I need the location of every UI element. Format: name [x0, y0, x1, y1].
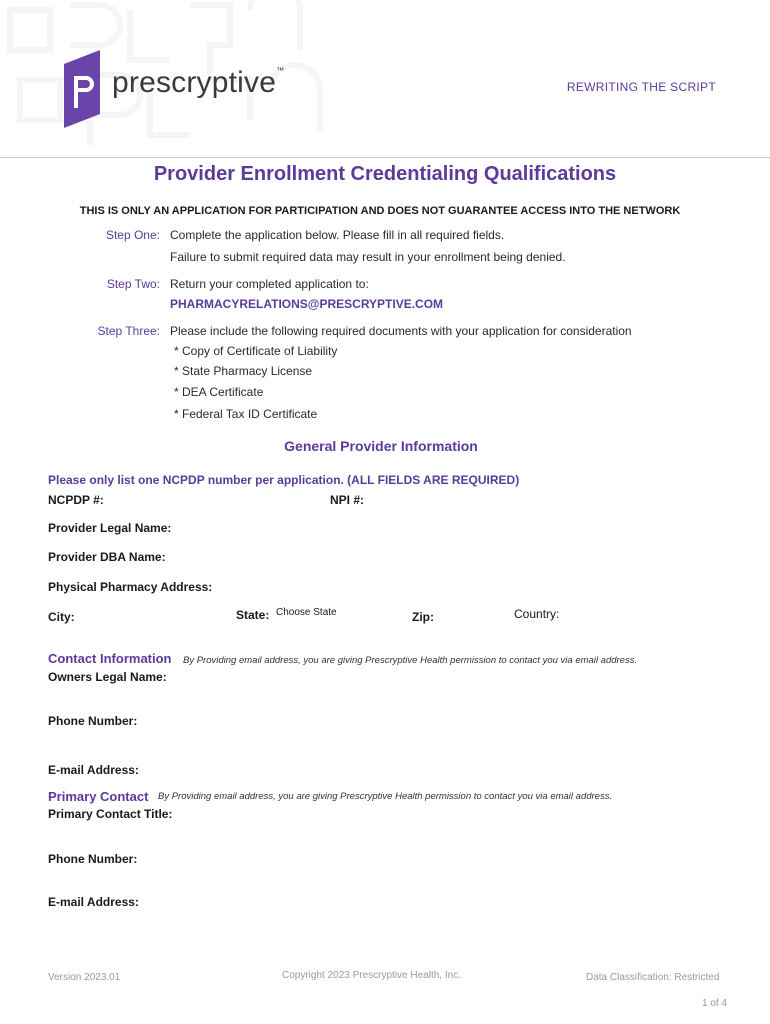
provider-legal-name-field[interactable]: Provider Legal Name: [48, 521, 172, 535]
header-divider [0, 157, 770, 158]
submission-email-link[interactable]: PHARMACYRELATIONS@PRESCRYPTIVE.COM [170, 297, 444, 311]
step-one-line2: Failure to submit required data may result in your enrollment being denied. [170, 250, 566, 264]
copyright-text: Copyright 2023 Prescryptive Health, Inc. [282, 970, 461, 981]
required-doc-item: * Federal Tax ID Certificate [174, 407, 318, 421]
provider-dba-name-field[interactable]: Provider DBA Name: [48, 550, 166, 564]
city-field[interactable]: City: [48, 610, 75, 624]
owners-legal-name-field[interactable]: Owners Legal Name: [48, 670, 167, 684]
contact-info-heading: Contact Information [48, 651, 172, 666]
tagline: REWRITING THE SCRIPT [566, 80, 716, 94]
step-three-label: Step Three: [97, 324, 160, 338]
primary-email-permission-note: By Providing email address, you are giving Prescryptive Health permission to contact you via email address. [158, 791, 613, 802]
ncpdp-note: Please only list one NCPDP number per application. (ALL FIELDS ARE REQUIRED) [48, 473, 520, 487]
prescryptive-logo-icon [58, 50, 106, 128]
page-number: 1 of 4 [702, 998, 728, 1009]
contact-email-field[interactable]: E-mail Address: [48, 763, 139, 777]
version-text: Version 2023.01 [48, 972, 121, 983]
required-doc-item: * DEA Certificate [174, 385, 264, 399]
primary-phone-field[interactable]: Phone Number: [48, 852, 138, 866]
npi-field-label[interactable]: NPI #: [330, 493, 365, 507]
step-one-line1: Complete the application below. Please fill in all required fields. [170, 228, 505, 242]
ncpdp-field-label[interactable]: NCPDP #: [48, 493, 104, 507]
page-header [0, 0, 770, 158]
notice-text: THIS IS ONLY AN APPLICATION FOR PARTICIPATION AND DOES NOT GUARANTEE ACCESS INTO THE NETWORK [79, 205, 681, 217]
primary-contact-heading: Primary Contact [48, 789, 149, 804]
country-field[interactable]: Country: [514, 607, 560, 621]
step-one-label: Step One: [105, 228, 160, 242]
primary-contact-title-field[interactable]: Primary Contact Title: [48, 807, 173, 821]
pharmacy-address-field[interactable]: Physical Pharmacy Address: [48, 580, 213, 594]
step-three-line1: Please include the following required documents with your application for consideration [170, 324, 632, 338]
general-info-heading: General Provider Information [284, 438, 478, 454]
step-two-label: Step Two: [106, 277, 160, 291]
zip-field[interactable]: Zip: [412, 610, 434, 624]
page-title: Provider Enrollment Credentialing Qualifications [153, 163, 617, 185]
primary-email-field[interactable]: E-mail Address: [48, 895, 139, 909]
required-doc-item: * Copy of Certificate of Liability [174, 344, 338, 358]
required-doc-item: * State Pharmacy License [174, 364, 313, 378]
data-classification-text: Data Classification: Restricted [586, 972, 720, 983]
state-field-label: State: [236, 608, 270, 622]
brand-name: prescryptive™ [112, 66, 285, 99]
contact-email-permission-note: By Providing email address, you are giving Prescryptive Health permission to contact you via email address. [183, 655, 638, 666]
contact-phone-field[interactable]: Phone Number: [48, 714, 138, 728]
state-select[interactable]: Choose State [276, 607, 337, 618]
step-two-line1: Return your completed application to: [170, 277, 369, 291]
